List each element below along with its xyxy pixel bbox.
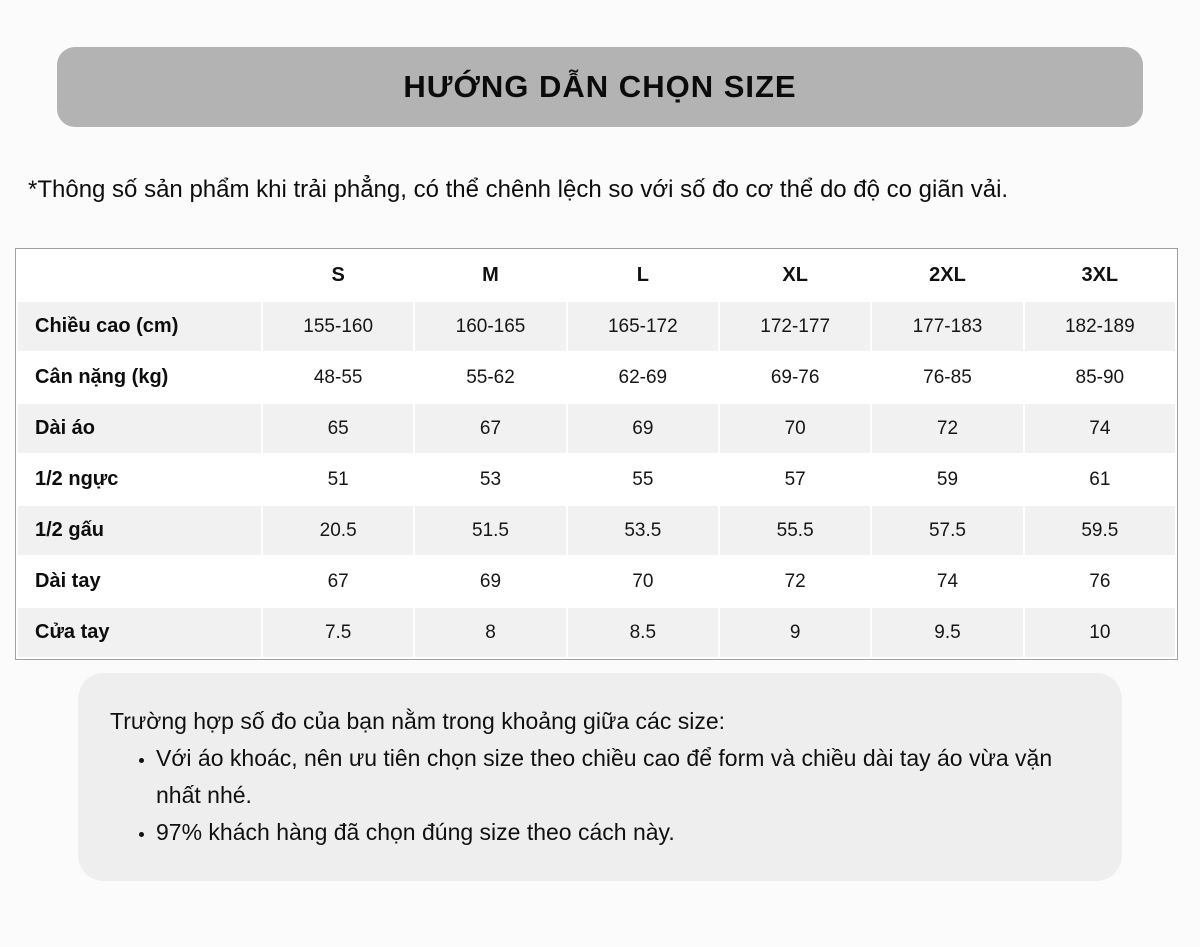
size-value-cell: 69 xyxy=(415,557,565,606)
size-column-header: XL xyxy=(720,251,870,300)
measurement-row-label: Chiều cao (cm) xyxy=(18,302,261,351)
size-value-cell: 8.5 xyxy=(568,608,718,657)
measurement-row-label: Cửa tay xyxy=(18,608,261,657)
size-value-cell: 53.5 xyxy=(568,506,718,555)
advice-list xyxy=(137,740,1086,851)
size-table xyxy=(15,248,1178,660)
table-row xyxy=(18,302,1175,351)
measurement-row-label: 1/2 ngực xyxy=(18,455,261,504)
size-value-cell: 67 xyxy=(263,557,413,606)
advice-item: • Với áo khoác, nên ưu tiên chọn size theo chiều cao để form và chiều dài tay áo vừa vặn nhất nhé. xyxy=(156,740,1086,814)
table-row xyxy=(18,455,1175,504)
size-column-header: 3XL xyxy=(1025,251,1175,300)
measurement-row-label: Dài tay xyxy=(18,557,261,606)
size-value-cell: 55.5 xyxy=(720,506,870,555)
size-column-header: L xyxy=(568,251,718,300)
size-column-header: 2XL xyxy=(872,251,1022,300)
size-value-cell: 20.5 xyxy=(263,506,413,555)
size-value-cell: 59 xyxy=(872,455,1022,504)
size-value-cell: 76 xyxy=(1025,557,1175,606)
flat-measurement-note: *Thông số sản phẩm khi trải phẳng, có thể chênh lệch so với số đo cơ thể do độ co giãn vải. xyxy=(28,176,1009,203)
table-header-row xyxy=(18,251,1175,300)
table-row xyxy=(18,404,1175,453)
size-value-cell: 55 xyxy=(568,455,718,504)
size-value-cell: 61 xyxy=(1025,455,1175,504)
size-value-cell: 53 xyxy=(415,455,565,504)
advice-intro: Trường hợp số đo của bạn nằm trong khoảng giữa các size: xyxy=(110,708,726,734)
size-value-cell: 57.5 xyxy=(872,506,1022,555)
size-value-cell: 8 xyxy=(415,608,565,657)
size-value-cell: 51 xyxy=(263,455,413,504)
size-guide-page xyxy=(0,47,1200,881)
size-value-cell: 85-90 xyxy=(1025,353,1175,402)
size-value-cell: 165-172 xyxy=(568,302,718,351)
size-value-cell: 48-55 xyxy=(263,353,413,402)
table-row xyxy=(18,608,1175,657)
size-value-cell: 155-160 xyxy=(263,302,413,351)
size-value-cell: 10 xyxy=(1025,608,1175,657)
size-value-cell: 70 xyxy=(720,404,870,453)
size-guide-title: HƯỚNG DẪN CHỌN SIZE xyxy=(403,69,797,104)
table-row xyxy=(18,353,1175,402)
size-value-cell: 172-177 xyxy=(720,302,870,351)
size-value-cell: 69 xyxy=(568,404,718,453)
corner-cell xyxy=(18,251,261,300)
measurement-row-label: Dài áo xyxy=(18,404,261,453)
size-value-cell: 9.5 xyxy=(872,608,1022,657)
size-value-cell: 65 xyxy=(263,404,413,453)
size-value-cell: 55-62 xyxy=(415,353,565,402)
size-value-cell: 72 xyxy=(872,404,1022,453)
advice-box xyxy=(78,673,1122,881)
size-value-cell: 7.5 xyxy=(263,608,413,657)
size-value-cell: 59.5 xyxy=(1025,506,1175,555)
size-value-cell: 72 xyxy=(720,557,870,606)
size-column-header: S xyxy=(263,251,413,300)
size-value-cell: 70 xyxy=(568,557,718,606)
size-value-cell: 51.5 xyxy=(415,506,565,555)
size-value-cell: 177-183 xyxy=(872,302,1022,351)
size-value-cell: 9 xyxy=(720,608,870,657)
size-value-cell: 74 xyxy=(1025,404,1175,453)
size-value-cell: 74 xyxy=(872,557,1022,606)
size-value-cell: 160-165 xyxy=(415,302,565,351)
size-value-cell: 57 xyxy=(720,455,870,504)
size-guide-banner xyxy=(57,47,1143,127)
size-column-header: M xyxy=(415,251,565,300)
size-value-cell: 62-69 xyxy=(568,353,718,402)
size-value-cell: 69-76 xyxy=(720,353,870,402)
measurement-row-label: Cân nặng (kg) xyxy=(18,353,261,402)
table-row xyxy=(18,506,1175,555)
measurement-row-label: 1/2 gấu xyxy=(18,506,261,555)
size-value-cell: 182-189 xyxy=(1025,302,1175,351)
table-row xyxy=(18,557,1175,606)
size-value-cell: 76-85 xyxy=(872,353,1022,402)
size-value-cell: 67 xyxy=(415,404,565,453)
advice-item: • 97% khách hàng đã chọn đúng size theo cách này. xyxy=(156,814,1086,851)
